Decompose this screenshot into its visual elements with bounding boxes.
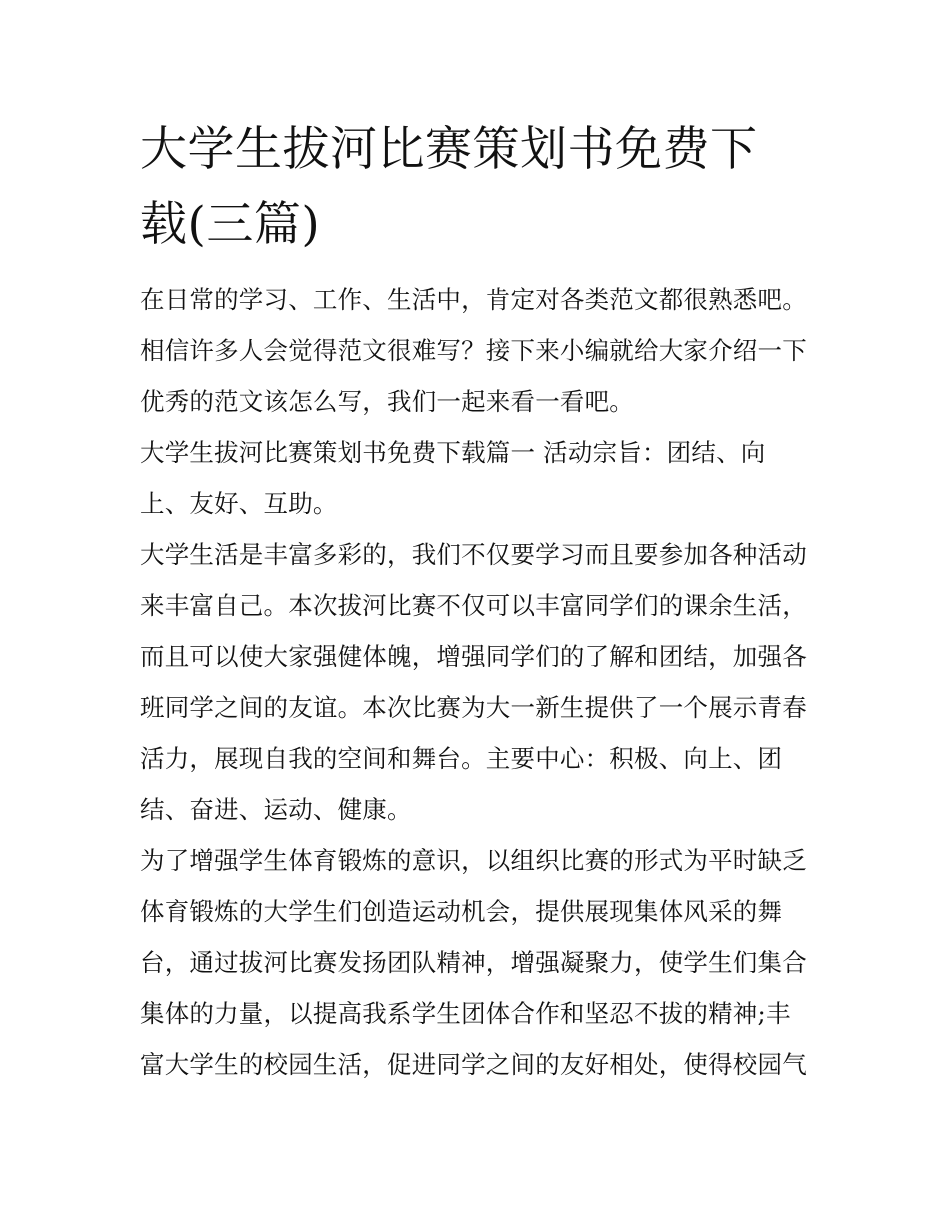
paragraph-line: 富大学生的校园生活，促进同学之间的友好相处，使得校园气	[140, 1050, 807, 1079]
paragraph-line: 台，通过拔河比赛发扬团队精神，增强凝聚力，使学生们集合	[140, 948, 807, 977]
paragraph-line: 体育锻炼的大学生们创造运动机会，提供展现集体风采的舞	[140, 897, 783, 926]
paragraph-line: 结、奋进、运动、健康。	[140, 795, 412, 824]
paragraph-line: 来丰富自己。本次拔河比赛不仅可以丰富同学们的课余生活，	[140, 591, 807, 620]
paragraph-line: 班同学之间的友谊。本次比赛为大一新生提供了一个展示青春	[140, 693, 807, 722]
paragraph-line: 为了增强学生体育锻炼的意识，以组织比赛的形式为平时缺乏	[140, 846, 807, 875]
title-line: 载(三篇)	[140, 197, 321, 252]
paragraph-line: 大学生活是丰富多彩的，我们不仅要学习而且要参加各种活动	[140, 540, 807, 569]
document-body	[140, 278, 820, 1094]
paragraph-line: 在日常的学习、工作、生活中，肯定对各类范文都很熟悉吧。	[140, 285, 807, 314]
paragraph-line: 而且可以使大家强健体魄，增强同学们的了解和团结，加强各	[140, 642, 807, 671]
section-heading-line: 大学生拔河比赛策划书免费下载篇一 活动宗旨：团结、向	[140, 438, 766, 467]
title-line: 大学生拔河比赛策划书免费下	[140, 122, 758, 177]
paragraph-line: 相信许多人会觉得范文很难写？接下来小编就给大家介绍一下	[140, 336, 807, 365]
paragraph-line: 上、友好、互助。	[140, 489, 338, 518]
paragraph-line: 活力，展现自我的空间和舞台。主要中心：积极、向上、团	[140, 744, 783, 773]
paragraph-line: 优秀的范文该怎么写，我们一起来看一看吧。	[140, 387, 634, 416]
document-title	[140, 112, 820, 262]
paragraph-line: 集体的力量，以提高我系学生团体合作和坚忍不拔的精神;丰	[140, 999, 791, 1028]
